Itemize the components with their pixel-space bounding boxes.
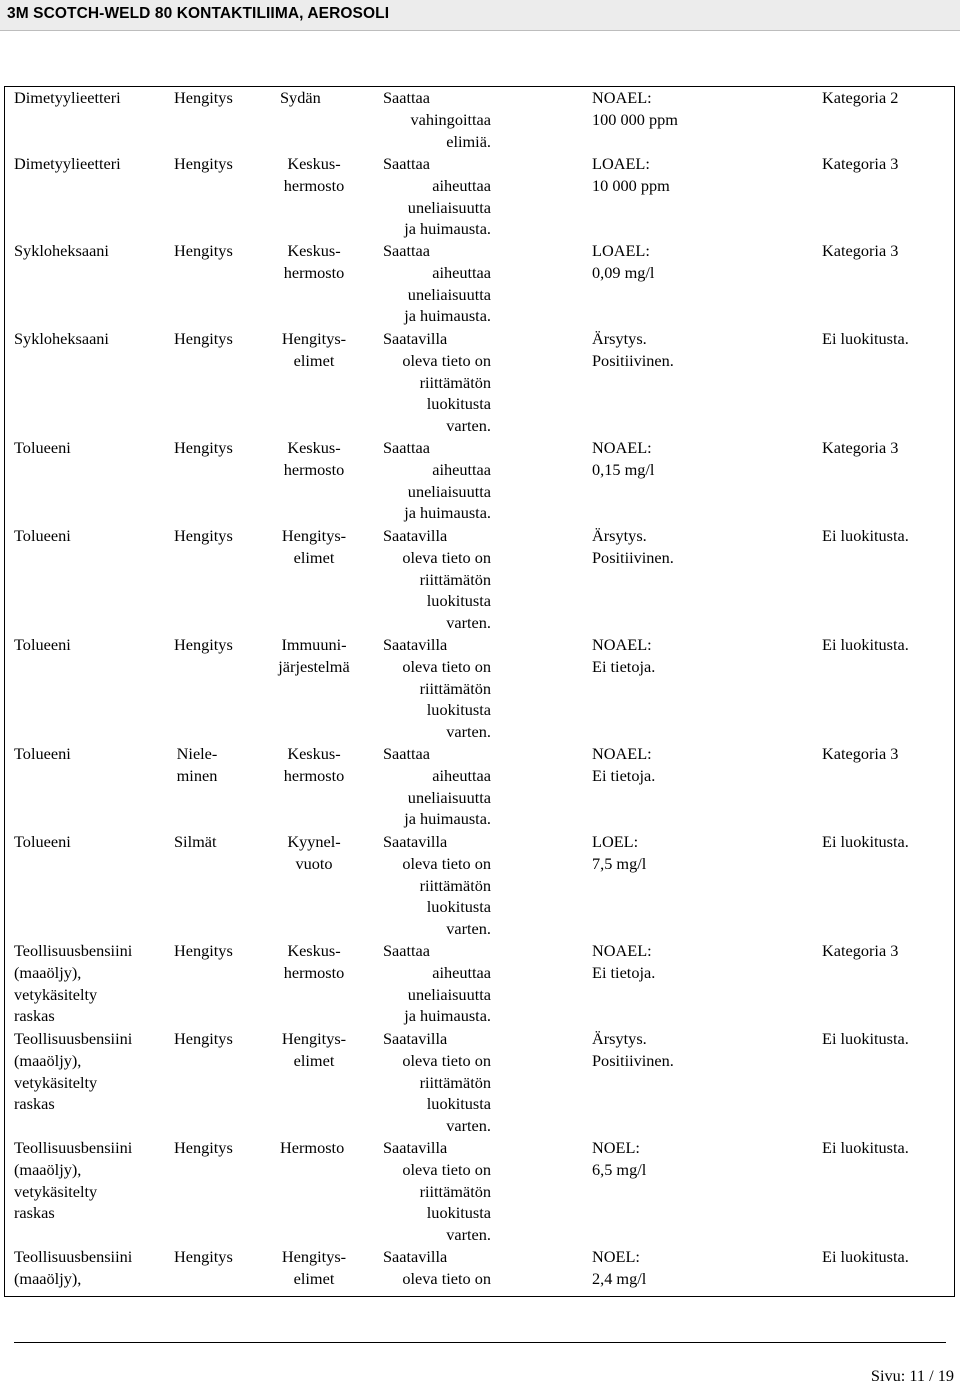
substance-cell: Tolueeni <box>14 438 71 457</box>
organ-cell: Immuuni- järjestelmä <box>278 635 350 676</box>
document-header <box>0 0 960 31</box>
effect-cell: Saatavilla oleva tieto on riittämätön luokitusta varten. <box>383 635 491 742</box>
organ-cell: Keskus- hermosto <box>283 941 345 982</box>
classification-cell: Ei luokitusta. <box>822 635 909 654</box>
effect-cell: Saatavilla oleva tieto on <box>383 1247 491 1288</box>
route-cell: Hengitys <box>174 1029 233 1048</box>
substance-cell: Teollisuusbensiini (maaöljy), <box>14 1247 133 1288</box>
organ-cell: Keskus- hermosto <box>283 744 345 785</box>
classification-cell: Ei luokitusta. <box>822 526 909 545</box>
value-cell: LOAEL: 0,09 mg/l <box>592 241 655 282</box>
organ-cell: Hengitys- elimet <box>281 526 347 567</box>
substance-cell: Teollisuusbensiini (maaöljy), vetykäsitelty raskas <box>14 1029 133 1114</box>
value-cell: Ärsytys. Positiivinen. <box>592 329 674 370</box>
classification-cell: Ei luokitusta. <box>822 1247 909 1266</box>
value-cell: NOAEL: Ei tietoja. <box>592 744 656 785</box>
route-cell: Hengitys <box>174 1138 233 1157</box>
substance-cell: Teollisuusbensiini (maaöljy), vetykäsitelty raskas <box>14 941 133 1026</box>
substance-cell: Dimetyylieetteri <box>14 88 121 107</box>
footer-divider <box>14 1342 946 1343</box>
route-cell: Hengitys <box>174 241 233 260</box>
value-cell: Ärsytys. Positiivinen. <box>592 1029 674 1070</box>
effect-cell: Saattaa aiheuttaa uneliaisuutta ja huimausta. <box>383 438 491 523</box>
organ-cell: Keskus- hermosto <box>283 438 345 479</box>
value-cell: NOAEL: Ei tietoja. <box>592 941 656 982</box>
document-title: 3M SCOTCH-WELD 80 KONTAKTILIIMA, AEROSOLI <box>7 5 390 22</box>
classification-cell: Ei luokitusta. <box>822 832 909 851</box>
route-cell: Hengitys <box>174 329 233 348</box>
classification-cell: Kategoria 3 <box>822 941 899 960</box>
route-cell: Hengitys <box>174 154 233 173</box>
effect-cell: Saatavilla oleva tieto on riittämätön luokitusta varten. <box>383 832 491 939</box>
substance-cell: Tolueeni <box>14 744 71 763</box>
substance-cell: Tolueeni <box>14 635 71 654</box>
organ-cell: Hengitys- elimet <box>281 329 347 370</box>
effect-cell: Saattaa aiheuttaa uneliaisuutta ja huimausta. <box>383 941 491 1026</box>
substance-cell: Tolueeni <box>14 832 71 851</box>
route-cell: Niele- minen <box>176 744 218 785</box>
route-cell: Hengitys <box>174 526 233 545</box>
effect-cell: Saattaa aiheuttaa uneliaisuutta ja huimausta. <box>383 241 491 326</box>
classification-cell: Kategoria 3 <box>822 744 899 763</box>
organ-cell: Hermosto <box>280 1138 345 1157</box>
effect-cell: Saatavilla oleva tieto on riittämätön luokitusta varten. <box>383 329 491 436</box>
organ-cell: Sydän <box>280 88 321 107</box>
substance-cell: Dimetyylieetteri <box>14 154 121 173</box>
value-cell: LOEL: 7,5 mg/l <box>592 832 647 873</box>
substance-cell: Sykloheksaani <box>14 329 109 348</box>
classification-cell: Kategoria 3 <box>822 438 899 457</box>
route-cell: Hengitys <box>174 1247 233 1266</box>
page-number: Sivu: 11 / 19 <box>870 1366 954 1385</box>
substance-cell: Teollisuusbensiini (maaöljy), vetykäsitelty raskas <box>14 1138 133 1223</box>
classification-cell: Kategoria 3 <box>822 154 899 173</box>
substance-cell: Sykloheksaani <box>14 241 109 260</box>
value-cell: Ärsytys. Positiivinen. <box>592 526 674 567</box>
route-cell: Silmät <box>174 832 217 851</box>
classification-cell: Ei luokitusta. <box>822 1029 909 1048</box>
value-cell: NOAEL: 0,15 mg/l <box>592 438 655 479</box>
classification-cell: Ei luokitusta. <box>822 1138 909 1157</box>
route-cell: Hengitys <box>174 88 233 107</box>
effect-cell: Saatavilla oleva tieto on riittämätön luokitusta varten. <box>383 526 491 633</box>
organ-cell: Keskus- hermosto <box>283 154 345 195</box>
classification-cell: Ei luokitusta. <box>822 329 909 348</box>
effect-cell: Saatavilla oleva tieto on riittämätön luokitusta varten. <box>383 1029 491 1136</box>
organ-cell: Hengitys- elimet <box>281 1247 347 1288</box>
effect-cell: Saattaa aiheuttaa uneliaisuutta ja huimausta. <box>383 744 491 829</box>
effect-cell: Saatavilla oleva tieto on riittämätön luokitusta varten. <box>383 1138 491 1245</box>
value-cell: NOAEL: 100 000 ppm <box>592 88 678 129</box>
organ-cell: Kyynel- vuoto <box>287 832 341 873</box>
effect-cell: Saattaa vahingoittaa elimiä. <box>383 88 491 151</box>
route-cell: Hengitys <box>174 438 233 457</box>
organ-cell: Keskus- hermosto <box>283 241 345 282</box>
substance-cell: Tolueeni <box>14 526 71 545</box>
value-cell: LOAEL: 10 000 ppm <box>592 154 670 195</box>
effect-cell: Saattaa aiheuttaa uneliaisuutta ja huimausta. <box>383 154 491 239</box>
classification-cell: Kategoria 2 <box>822 88 899 107</box>
route-cell: Hengitys <box>174 941 233 960</box>
value-cell: NOAEL: Ei tietoja. <box>592 635 656 676</box>
value-cell: NOEL: 2,4 mg/l <box>592 1247 647 1288</box>
organ-cell: Hengitys- elimet <box>281 1029 347 1070</box>
classification-cell: Kategoria 3 <box>822 241 899 260</box>
route-cell: Hengitys <box>174 635 233 654</box>
value-cell: NOEL: 6,5 mg/l <box>592 1138 647 1179</box>
